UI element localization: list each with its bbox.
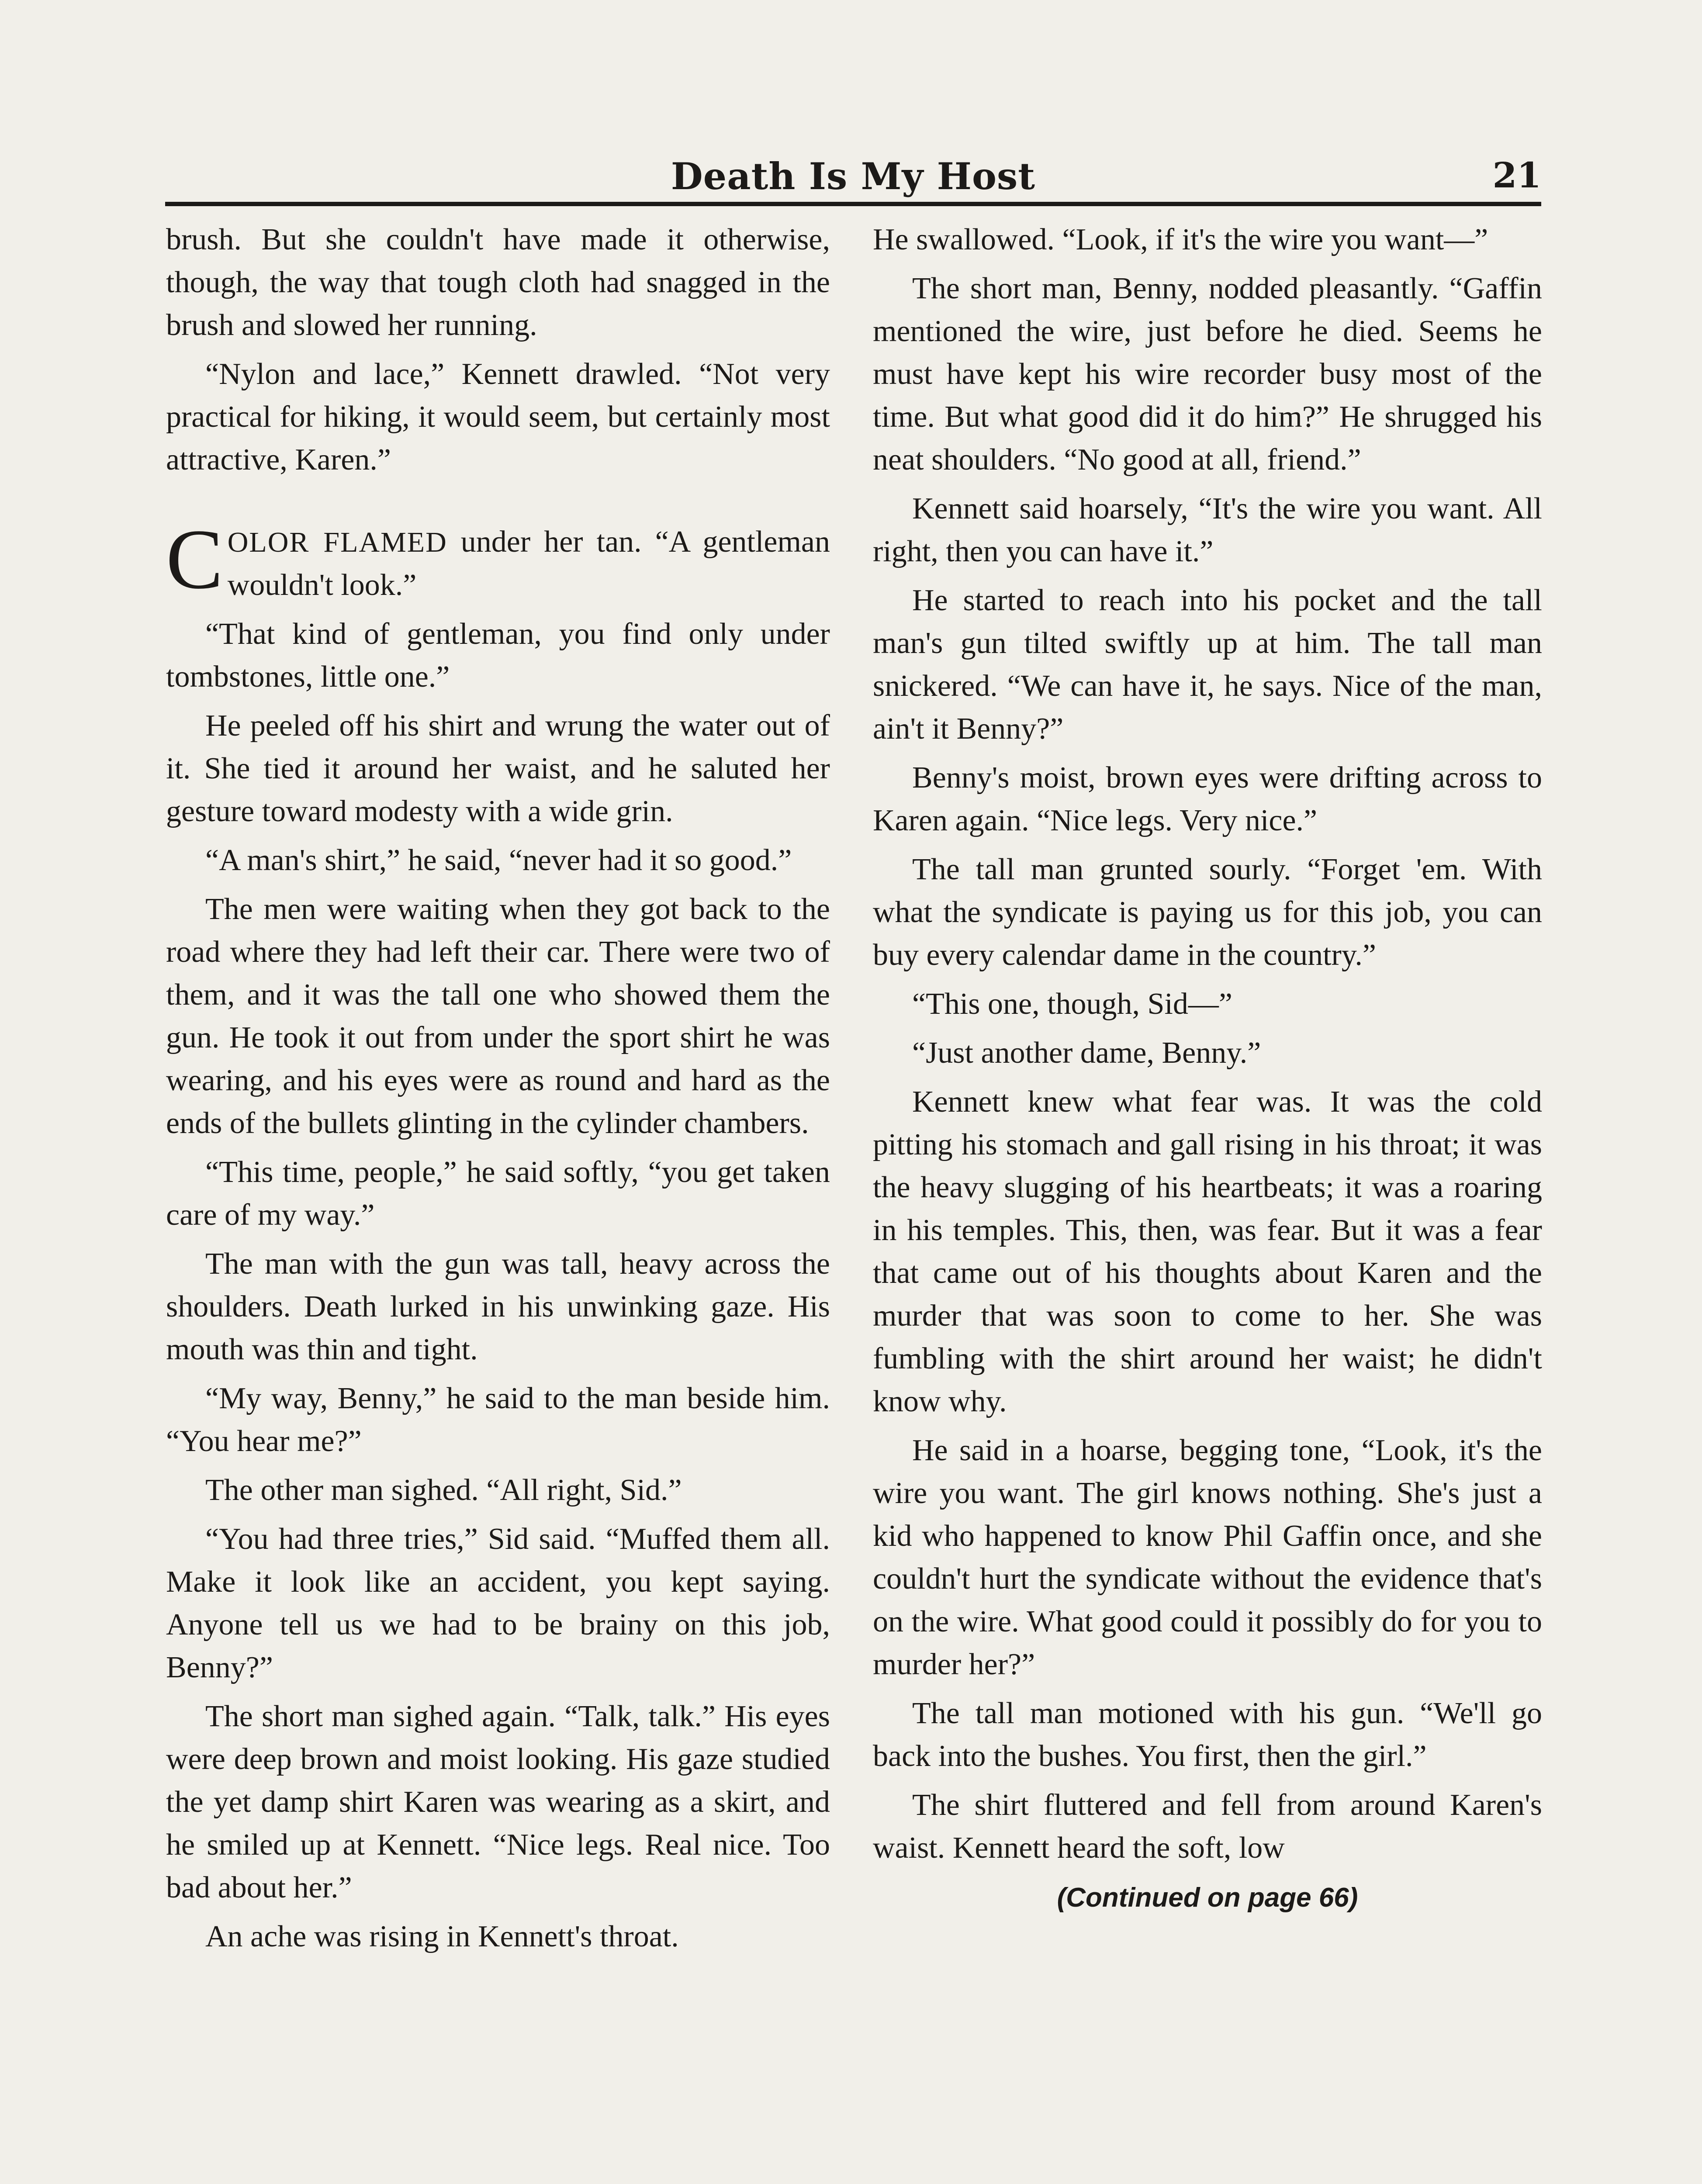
small-caps-lead: OLOR FLAMED xyxy=(227,526,447,558)
paragraph: “You had three tries,” Sid said. “Muffed them all. Make it look like an accident, you kept saying. Anyone tell us we had to be brainy on this job, Benny?” xyxy=(166,1522,830,1684)
dropcap-text: under her tan. “A gentleman wouldn't look.” xyxy=(227,525,830,602)
paragraph: The tall man grunted sourly. “Forget 'em. With what the syndicate is paying us for this job, you can buy every calendar dame in the country.” xyxy=(873,853,1542,972)
page-title: Death Is My Host xyxy=(671,155,1036,198)
paragraph: The tall man motioned with his gun. “We'll go back into the bushes. You first, then the girl.” xyxy=(873,1697,1542,1773)
header-rule xyxy=(165,202,1541,206)
running-header xyxy=(165,149,1541,201)
paragraph: “This time, people,” he said softly, “you get taken care of my way.” xyxy=(166,1155,830,1232)
paragraph: The short man, Benny, nodded pleasantly. “Gaffin mentioned the wire, just before he died. Seems he must have kept his wire recorder busy most of the time. But what good did it do him?” He shrugged his neat shoulders. “No good at all, friend.” xyxy=(873,272,1542,477)
paragraph: Benny's moist, brown eyes were drifting across to Karen again. “Nice legs. Very nice.” xyxy=(873,761,1542,837)
continued-notice: (Continued on page 66) xyxy=(1057,1883,1358,1913)
paragraph: brush. But she couldn't have made it otherwise, though, the way that tough cloth had snagged in the brush and slowed her running. xyxy=(166,223,830,342)
paragraph: “This one, though, Sid—” xyxy=(912,987,1232,1021)
paragraph: “Nylon and lace,” Kennett drawled. “Not very practical for hiking, it would seem, but certainly most attractive, Karen.” xyxy=(166,357,830,477)
paragraph: He started to reach into his pocket and the tall man's gun tilted swiftly up at him. The tall man snickered. “We can have it, he says. Nice of the man, ain't it Benny?” xyxy=(873,584,1542,746)
paragraph: An ache was rising in Kennett's throat. xyxy=(205,1920,679,1953)
paragraph: Kennett said hoarsely, “It's the wire you want. All right, then you can have it.” xyxy=(873,492,1542,568)
paragraph: The man with the gun was tall, heavy across the shoulders. Death lurked in his unwinking gaze. His mouth was thin and tight. xyxy=(166,1247,830,1366)
paragraph: The shirt fluttered and fell from around Karen's waist. Kennett heard the soft, low xyxy=(873,1788,1542,1865)
paragraph: “Just another dame, Benny.” xyxy=(912,1036,1261,1070)
paragraph: The men were waiting when they got back to the road where they had left their car. There were two of them, and it was the tall one who showed them the gun. He took it out from under the sport shirt he was wearing, and his eyes were as round and hard as the ends of the bullets glinting in the cylinder chambers. xyxy=(166,892,830,1140)
paragraph: The other man sighed. “All right, Sid.” xyxy=(205,1473,682,1507)
paragraph: He said in a hoarse, begging tone, “Look, it's the wire you want. The girl knows nothing. She's just a kid who happened to know Phil Gaffin once, and she couldn't hurt the syndicate without the evidence that's on the wire. What good could it possibly do for you to murder her?” xyxy=(873,1434,1542,1681)
dropcap-paragraph xyxy=(166,512,830,607)
drop-cap: C xyxy=(166,512,223,607)
paragraph: He swallowed. “Look, if it's the wire you want—” xyxy=(873,223,1488,256)
paragraph: Kennett knew what fear was. It was the cold pitting his stomach and gall rising in his throat; it was the heavy slugging of his heartbeats; it was a roaring in his temples. This, then, was fear. But it was a fear that came out of his thoughts about Karen and the murder that was soon to come to her. She was fumbling with the shirt around her waist; he didn't know why. xyxy=(873,1085,1542,1418)
left-column xyxy=(166,218,830,1964)
paragraph: He peeled off his shirt and wrung the water out of it. She tied it around her waist, and he saluted her gesture toward modesty with a wide grin. xyxy=(166,709,830,828)
paragraph: “My way, Benny,” he said to the man beside him. “You hear me?” xyxy=(166,1382,830,1458)
paragraph: “A man's shirt,” he said, “never had it so good.” xyxy=(205,843,792,877)
paragraph: “That kind of gentleman, you find only under tombstones, little one.” xyxy=(166,617,830,694)
paragraph: The short man sighed again. “Talk, talk.” His eyes were deep brown and moist looking. His gaze studied the yet damp shirt Karen was wearing as a skirt, and he smiled up at Kennett. “Nice legs. Real nice. Too bad about her.” xyxy=(166,1700,830,1904)
right-column xyxy=(873,218,1542,1919)
page-number: 21 xyxy=(1492,155,1541,196)
